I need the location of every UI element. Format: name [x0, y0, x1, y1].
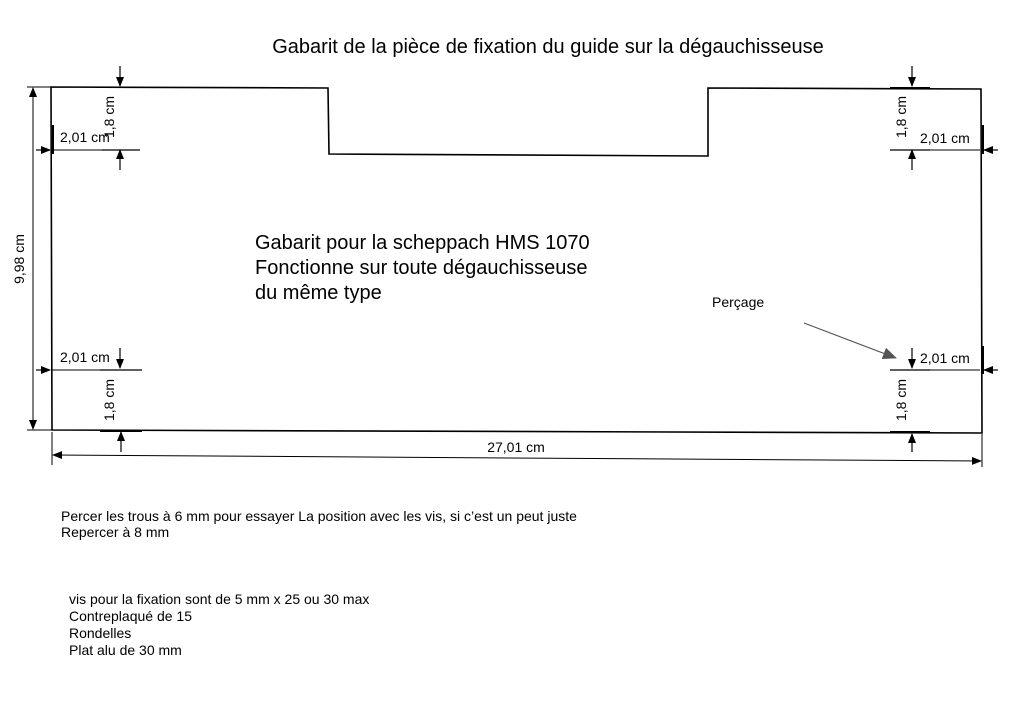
diagram-title: Gabarit de la pièce de fixation du guide sur la dégauchisseuse	[272, 36, 824, 58]
hole-offset-y-label: 1,8 cm	[893, 378, 909, 422]
hole-offset-y-label: 1,8 cm	[101, 95, 117, 139]
drill-arrow	[804, 323, 896, 358]
height-label: 9,98 cm	[11, 234, 27, 284]
description-line: Gabarit pour la scheppach HMS 1070	[255, 232, 590, 254]
width-dimension	[52, 432, 982, 467]
note-line: Rondelles	[69, 625, 132, 641]
hole-offset-x-label: 2,01 cm	[60, 349, 110, 365]
note-line: Repercer à 8 mm	[61, 524, 170, 540]
hole-offset-x-label: 2,01 cm	[920, 350, 970, 366]
height-dimension	[11, 87, 52, 430]
hole-offset-x-label: 2,01 cm	[60, 129, 110, 145]
hole-offset-x-label: 2,01 cm	[920, 130, 970, 146]
description-line: Fonctionne sur toute dégauchisseuse	[255, 257, 588, 279]
width-label: 27,01 cm	[487, 439, 545, 455]
note-line: Percer les trous à 6 mm pour essayer La position avec les vis, si c’est un peut juste	[61, 508, 577, 524]
note-line: Plat alu de 30 mm	[69, 642, 182, 658]
note-line: Contreplaqué de 15	[69, 608, 192, 624]
hole-offset-y-label: 1,8 cm	[101, 378, 117, 422]
drill-label: Perçage	[712, 294, 765, 310]
description-line: du même type	[255, 282, 382, 304]
hole-offset-y-label: 1,8 cm	[893, 95, 909, 139]
note-line: vis pour la fixation sont de 5 mm x 25 ou 30 max	[69, 591, 370, 607]
